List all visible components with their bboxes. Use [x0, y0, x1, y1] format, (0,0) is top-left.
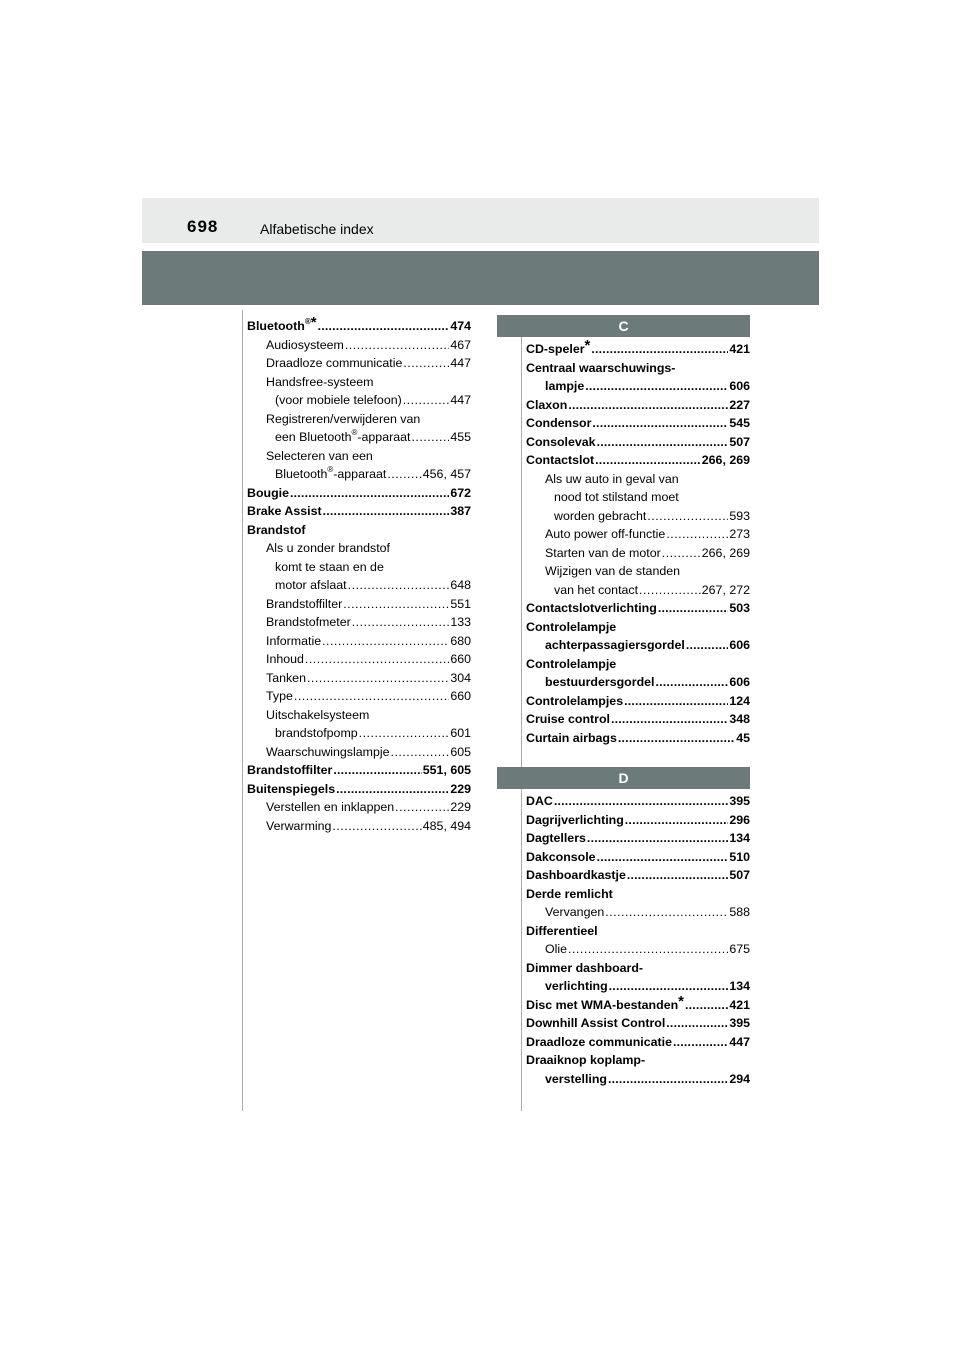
index-entry: Dakconsole ..... 510	[526, 848, 750, 867]
index-entry: Contactslot ..... 266, 269	[526, 451, 750, 470]
index-subentry-line: Selecteren van een	[266, 448, 373, 463]
index-entry: Contactslotverlichting ..... 503	[526, 599, 750, 618]
index-entry: Brake Assist ..... 387	[247, 502, 471, 521]
index-subentry-line: Handsfree-systeem	[266, 374, 374, 389]
index-entry-heading: Dimmer dashboard-	[526, 960, 644, 975]
index-entry: Brandstoffilter ..... 551, 605	[247, 761, 471, 780]
index-subentry: een Bluetooth®-apparaat ..... 455	[247, 428, 471, 447]
index-subentry-line: komt te staan en de	[275, 559, 384, 574]
index-subentry: Inhoud ..... 660	[247, 650, 471, 669]
header-band	[142, 198, 819, 243]
index-subentry-line: Als uw auto in geval van	[545, 471, 679, 486]
index-subentry-line: nood tot stilstand moet	[554, 490, 679, 504]
index-subentry: motor afslaat ..... 648	[247, 576, 471, 595]
section-header-c: C	[497, 315, 750, 337]
index-subentry: Brandstofmeter ..... 133	[247, 613, 471, 632]
index-entry: Disc met WMA-bestanden* ..... 421	[526, 996, 750, 1015]
index-entry-heading: Brandstof	[247, 522, 306, 537]
index-entry-heading: Centraal waarschuwings-	[526, 360, 676, 375]
header-title: Alfabetische index	[260, 221, 374, 237]
index-entry: Claxon ..... 227	[526, 396, 750, 415]
index-subentry: Informatie ..... 680	[247, 632, 471, 651]
index-subentry: Waarschuwingslampje ..... 605	[247, 743, 471, 762]
index-subentry: Audiosysteem ..... 467	[247, 336, 471, 355]
index-subentry-line: Uitschakelsysteem	[266, 707, 370, 722]
index-entry-heading: Controlelampje	[526, 619, 617, 634]
index-subentry: (voor mobiele telefoon) ..... 447	[247, 391, 471, 410]
index-subentry: van het contact ..... 267, 272	[526, 581, 750, 600]
index-subentry: Vervangen ..... 588	[526, 903, 750, 922]
left-column-rule	[242, 310, 243, 1111]
index-entry: verstelling ..... 294	[526, 1070, 750, 1089]
index-subentry: Type ..... 660	[247, 687, 471, 706]
index-entry-heading: Derde remlicht	[526, 886, 613, 901]
index-subentry: worden gebracht ..... 593	[526, 507, 750, 526]
index-entry-heading: Differentieel	[526, 923, 598, 938]
index-entry: DAC ..... 395	[526, 792, 750, 811]
index-entry: Consolevak ..... 507	[526, 433, 750, 452]
index-entry: Draadloze communicatie ..... 447	[526, 1033, 750, 1052]
index-subentry: Auto power off-functie ..... 273	[526, 525, 750, 544]
index-subentry: Bluetooth®-apparaat ..... 456, 457	[247, 465, 471, 484]
index-subentry: Olie ..... 675	[526, 940, 750, 959]
index-entry: bestuurdersgordel ..... 606	[526, 673, 750, 692]
page-number: 698	[187, 217, 219, 236]
index-subentry: Starten van de motor ..... 266, 269	[526, 544, 750, 563]
index-subentry: Brandstoffilter ..... 551	[247, 595, 471, 614]
index-entry: Dagtellers ..... 134	[526, 829, 750, 848]
index-subentry: Tanken ..... 304	[247, 669, 471, 688]
index-entry: CD-speler* ..... 421	[526, 340, 750, 359]
index-entry: achterpassagiersgordel ..... 606	[526, 636, 750, 655]
index-entry: Dashboardkastje ..... 507	[526, 866, 750, 885]
index-entry: Buitenspiegels ..... 229	[247, 780, 471, 799]
index-entry: Bougie ..... 672	[247, 484, 471, 503]
index-subentry-line: Wijzigen van de standen	[545, 564, 681, 578]
index-entry-heading: Controlelampje	[526, 656, 617, 671]
header-gray-bar	[142, 251, 819, 305]
index-entry: Bluetooth®* ..... 474	[247, 317, 471, 336]
index-entry: verlichting ..... 134	[526, 977, 750, 996]
right-column-d	[526, 792, 750, 1088]
left-column	[247, 314, 471, 835]
index-entry: Controlelampjes ..... 124	[526, 692, 750, 711]
index-subentry: brandstofpomp ..... 601	[247, 724, 471, 743]
index-entry: Cruise control ..... 348	[526, 710, 750, 729]
index-subentry-line: Als u zonder brandstof	[266, 541, 390, 555]
index-entry: Condensor ..... 545	[526, 414, 750, 433]
index-entry: Downhill Assist Control ..... 395	[526, 1014, 750, 1033]
index-subentry: Verstellen en inklappen ..... 229	[247, 798, 471, 817]
index-subentry: Verwarming ..... 485, 494	[247, 817, 471, 836]
index-entry: lampje ..... 606	[526, 377, 750, 396]
right-column-rule	[521, 336, 522, 1111]
section-header-d: D	[497, 767, 750, 789]
index-entry: Dagrijverlichting ..... 296	[526, 811, 750, 830]
index-entry-heading: Draaiknop koplamp-	[526, 1053, 646, 1067]
index-subentry: Draadloze communicatie ..... 447	[247, 354, 471, 373]
index-subentry-line: Registreren/verwijderen van	[266, 411, 421, 426]
right-column-c	[526, 337, 750, 747]
index-entry: Curtain airbags ..... 45	[526, 729, 750, 748]
